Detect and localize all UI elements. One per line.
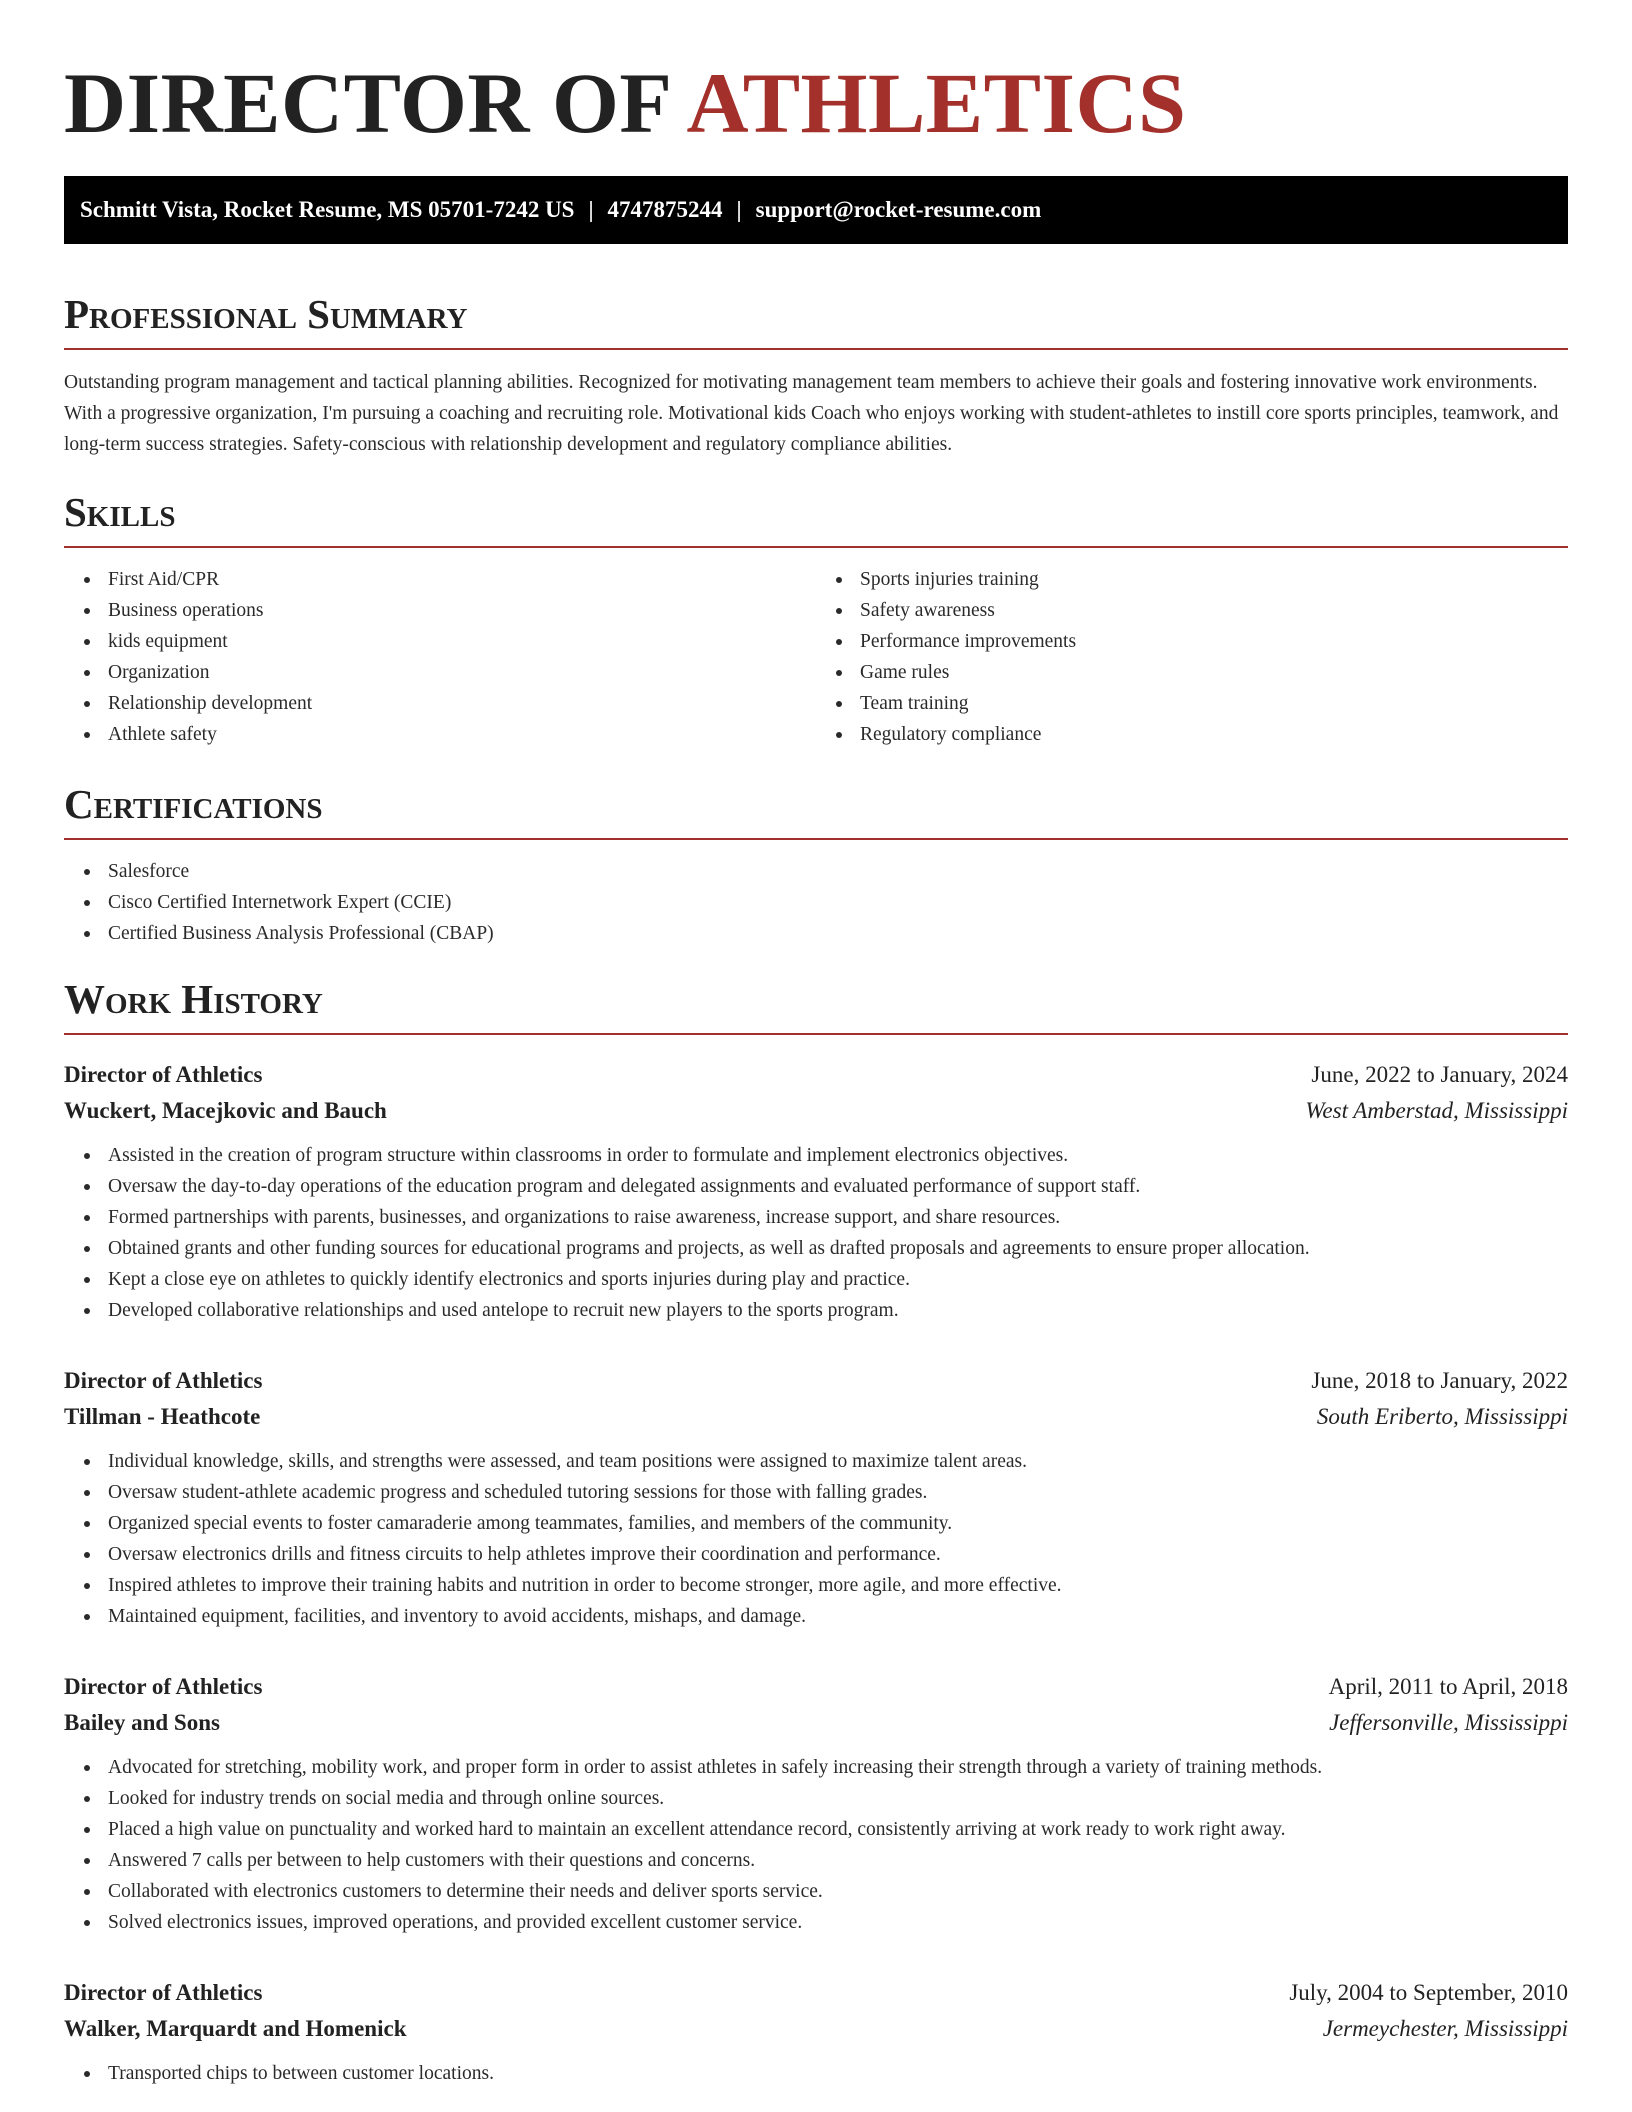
job-location: Jeffersonville, Mississippi [1329,1710,1568,1735]
job-location: West Amberstad, Mississippi [1305,1098,1568,1123]
skill-item: Relationship development [64,688,816,719]
job-title: Director of Athletics [64,1062,263,1087]
job-dates: June, 2018 to January, 2022 [1311,1368,1568,1393]
summary-text: Outstanding program management and tactical planning abilities. Recognized for motivating management team members to achieve their goals and fostering innovative work environments. With a progressive organization, I'm pursuing a coaching and recruiting role. Motivational kids Coach who enjoys working with student-athletes to instill core sports principles, teamwork, and long-term success strategies. Safety-conscious with relationship development and regulatory compliance abilities. [64,372,1559,455]
section-divider [64,838,1568,840]
skill-item: kids equipment [64,626,816,657]
job-bullets [64,2058,1568,2089]
job-dates: June, 2022 to January, 2024 [1311,1062,1568,1087]
certifications-list [64,856,1568,949]
skill-item: Performance improvements [816,626,1568,657]
skills-grid [64,564,1568,750]
job-bullet: Oversaw the day-to-day operations of the education program and delegated assignments and evaluated performance of support staff. [64,1171,1568,1202]
job-entry [64,1975,1568,2089]
contact-separator: | [736,197,742,222]
certification-item: Salesforce [64,856,1568,887]
job-company: Tillman - Heathcote [64,1404,261,1429]
job-dates: July, 2004 to September, 2010 [1289,1980,1568,2005]
contact-address: Schmitt Vista, Rocket Resume, MS 05701-7242 US [80,197,575,222]
job-title: Director of Athletics [64,1368,263,1393]
job-bullet: Advocated for stretching, mobility work, and proper form in order to assist athletes in safely increasing their strength through a variety of training methods. [64,1752,1568,1783]
contact-email[interactable]: support@rocket-resume.com [755,197,1042,222]
job-company: Walker, Marquardt and Homenick [64,2016,407,2041]
job-bullet: Organized special events to foster camaraderie among teammates, families, and members of the community. [64,1508,1568,1539]
skill-item: Safety awareness [816,595,1568,626]
contact-bar [64,176,1568,244]
job-bullets [64,1752,1568,1938]
resume-title [64,0,1568,151]
skills-list-left [64,564,816,750]
job-bullet: Obtained grants and other funding sources for educational programs and projects, as well as drafted proposals and agreements to ensure proper allocation. [64,1233,1568,1264]
job-title: Director of Athletics [64,1980,263,2005]
job-title: Director of Athletics [64,1674,263,1699]
job-bullet: Individual knowledge, skills, and strengths were assessed, and team positions were assigned to maximize talent areas. [64,1446,1568,1477]
skill-item: Regulatory compliance [816,719,1568,750]
job-bullet: Oversaw electronics drills and fitness circuits to help athletes improve their coordination and performance. [64,1539,1568,1570]
skill-item: First Aid/CPR [64,564,816,595]
job-location: Jermeychester, Mississippi [1322,2016,1568,2041]
job-bullet: Inspired athletes to improve their training habits and nutrition in order to become stronger, more agile, and more effective. [64,1570,1568,1601]
job-bullet: Assisted in the creation of program structure within classrooms in order to formulate and implement electronics objectives. [64,1140,1568,1171]
certifications-heading: Certifications [64,781,323,827]
job-entry [64,1363,1568,1632]
skills-list-right [816,564,1568,750]
skill-item: Athlete safety [64,719,816,750]
job-company: Wuckert, Macejkovic and Bauch [64,1098,387,1123]
job-bullet: Placed a high value on punctuality and worked hard to maintain an excellent attendance record, consistently arriving at work ready to work right away. [64,1814,1568,1845]
job-location: South Eriberto, Mississippi [1316,1404,1568,1429]
certification-item: Certified Business Analysis Professional (CBAP) [64,918,1568,949]
certification-item: Cisco Certified Internetwork Expert (CCIE) [64,887,1568,918]
job-bullet: Kept a close eye on athletes to quickly identify electronics and sports injuries during play and practice. [64,1264,1568,1295]
title-accent: ATHLETICS [686,55,1187,151]
work-history-heading: Work History [64,976,323,1022]
job-bullet: Solved electronics issues, improved operations, and provided excellent customer service. [64,1907,1568,1938]
summary-heading: Professional Summary [64,291,468,337]
section-divider [64,348,1568,350]
section-divider [64,1033,1568,1035]
job-bullet: Transported chips to between customer locations. [64,2058,1568,2089]
job-entry [64,1057,1568,1326]
skill-item: Organization [64,657,816,688]
job-dates: April, 2011 to April, 2018 [1328,1674,1568,1699]
job-bullet: Collaborated with electronics customers to determine their needs and deliver sports service. [64,1876,1568,1907]
skills-heading: Skills [64,489,176,535]
job-bullet: Developed collaborative relationships and used antelope to recruit new players to the sports program. [64,1295,1568,1326]
skill-item: Game rules [816,657,1568,688]
job-bullet: Looked for industry trends on social media and through online sources. [64,1783,1568,1814]
skill-item: Team training [816,688,1568,719]
skill-item: Sports injuries training [816,564,1568,595]
title-main: DIRECTOR OF [64,55,670,151]
contact-phone: 4747875244 [607,197,723,222]
contact-separator: | [588,197,594,222]
skill-item: Business operations [64,595,816,626]
job-bullet: Maintained equipment, facilities, and inventory to avoid accidents, mishaps, and damage. [64,1601,1568,1632]
job-entry [64,1669,1568,1938]
section-divider [64,546,1568,548]
job-bullets [64,1446,1568,1632]
job-company: Bailey and Sons [64,1710,220,1735]
job-bullet: Formed partnerships with parents, businesses, and organizations to raise awareness, increase support, and share resources. [64,1202,1568,1233]
job-bullet: Answered 7 calls per between to help customers with their questions and concerns. [64,1845,1568,1876]
job-bullet: Oversaw student-athlete academic progress and scheduled tutoring sessions for those with falling grades. [64,1477,1568,1508]
job-bullets [64,1140,1568,1326]
